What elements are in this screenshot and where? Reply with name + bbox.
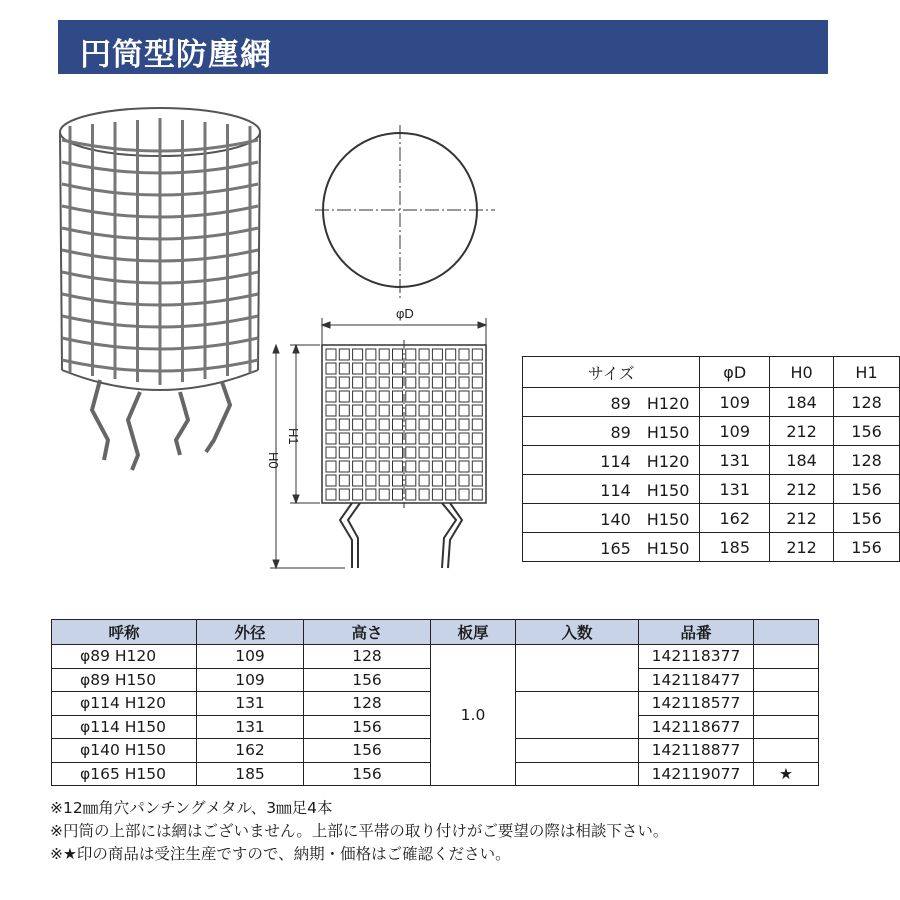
- mesh-hole: [326, 391, 336, 402]
- height-cell: 128: [304, 692, 431, 716]
- size-header-size: サイズ: [523, 357, 700, 388]
- note-item: ※円筒の上部には網はございません。上部に平帯の取り付けがご要望の際は相談下さい。: [50, 822, 669, 840]
- quantity-cell: [516, 645, 639, 692]
- mesh-hole: [472, 475, 482, 486]
- diameter-cell: 131: [700, 446, 770, 475]
- header-product-code: 品番: [639, 620, 754, 645]
- table-row: [523, 533, 900, 562]
- code-cell: 142118477: [639, 668, 754, 692]
- table-row: [523, 388, 900, 417]
- size-cell: 114 H120: [523, 446, 700, 475]
- mark-cell: [754, 668, 819, 692]
- mesh-hole: [472, 391, 482, 402]
- mesh-hole: [326, 349, 336, 360]
- mesh-hole: [366, 475, 376, 486]
- mesh-hole: [379, 433, 389, 444]
- mesh-hole: [432, 447, 442, 458]
- h1-cell: 156: [834, 533, 900, 562]
- mesh-hole: [459, 363, 469, 374]
- mesh-hole: [459, 349, 469, 360]
- height-cell: 128: [304, 645, 431, 669]
- quantity-cell: [516, 739, 639, 763]
- h0-cell: 212: [770, 475, 834, 504]
- mesh-hole: [326, 489, 336, 500]
- mesh-hole: [446, 377, 456, 388]
- mesh-hole: [339, 433, 349, 444]
- mesh-hole: [339, 405, 349, 416]
- mesh-hole: [472, 349, 482, 360]
- header-thickness: 板厚: [431, 620, 516, 645]
- mesh-hole: [419, 377, 429, 388]
- mesh-hole: [446, 475, 456, 486]
- mark-cell: [754, 692, 819, 716]
- header-quantity: 入数: [516, 620, 639, 645]
- mesh-hole: [432, 377, 442, 388]
- mesh-hole: [366, 391, 376, 402]
- page-title: 円筒型防塵網: [80, 37, 272, 73]
- mesh-hole: [379, 447, 389, 458]
- mesh-hole: [353, 363, 363, 374]
- phi-d-label: φD: [396, 306, 414, 321]
- mesh-hole: [472, 433, 482, 444]
- mesh-hole: [472, 461, 482, 472]
- height-cell: 156: [304, 739, 431, 763]
- mark-cell: [754, 739, 819, 763]
- mesh-hole: [339, 489, 349, 500]
- diameter-cell: 131: [700, 475, 770, 504]
- mesh-hole: [472, 419, 482, 430]
- mesh-hole: [326, 447, 336, 458]
- size-cell: 165 H150: [523, 533, 700, 562]
- mesh-hole: [419, 391, 429, 402]
- mark-cell: [754, 715, 819, 739]
- mesh-hole: [366, 461, 376, 472]
- table-row: [523, 504, 900, 533]
- size-header-h0: H0: [770, 357, 834, 388]
- mesh-hole: [406, 489, 416, 500]
- mesh-hole: [353, 405, 363, 416]
- mesh-hole: [432, 349, 442, 360]
- mesh-hole: [353, 433, 363, 444]
- h1-cell: 156: [834, 417, 900, 446]
- mesh-hole: [406, 377, 416, 388]
- mesh-hole: [393, 405, 403, 416]
- mesh-hole: [459, 461, 469, 472]
- mesh-hole: [326, 419, 336, 430]
- mesh-hole: [379, 349, 389, 360]
- side-view-diagram: [270, 318, 486, 568]
- mesh-hole: [446, 447, 456, 458]
- mesh-hole: [379, 377, 389, 388]
- mesh-hole: [393, 433, 403, 444]
- mesh-hole: [432, 433, 442, 444]
- mesh-hole: [432, 363, 442, 374]
- mesh-hole: [393, 363, 403, 374]
- mesh-hole: [393, 419, 403, 430]
- h0-cell: 184: [770, 446, 834, 475]
- name-cell: φ89 H150: [52, 668, 197, 692]
- code-cell: 142119077: [639, 762, 754, 786]
- mesh-hole: [379, 489, 389, 500]
- mesh-hole: [393, 349, 403, 360]
- note-item: ※12㎜角穴パンチングメタル、3㎜足4本: [50, 799, 333, 817]
- quantity-cell: [516, 762, 639, 786]
- name-cell: φ114 H120: [52, 692, 197, 716]
- name-cell: φ114 H150: [52, 715, 197, 739]
- note-item: ※★印の商品は受注生産ですので、納期・価格はご確認ください。: [50, 845, 511, 863]
- mesh-hole: [459, 377, 469, 388]
- mesh-hole: [406, 391, 416, 402]
- mesh-hole: [379, 363, 389, 374]
- code-cell: 142118877: [639, 739, 754, 763]
- size-cell: 114 H150: [523, 475, 700, 504]
- mesh-hole: [419, 461, 429, 472]
- mesh-cylinder-photo: [60, 108, 260, 470]
- diameter-cell: 109: [700, 388, 770, 417]
- mesh-hole: [393, 475, 403, 486]
- mesh-hole: [393, 461, 403, 472]
- mesh-hole: [406, 447, 416, 458]
- size-table: [522, 356, 900, 562]
- h0-cell: 184: [770, 388, 834, 417]
- outer-cell: 131: [197, 692, 304, 716]
- mesh-hole: [353, 391, 363, 402]
- mesh-hole: [366, 433, 376, 444]
- h0-cell: 212: [770, 417, 834, 446]
- mesh-hole: [379, 475, 389, 486]
- mesh-hole: [326, 433, 336, 444]
- mesh-hole: [353, 349, 363, 360]
- h1-cell: 156: [834, 504, 900, 533]
- mesh-hole: [419, 405, 429, 416]
- mesh-hole: [353, 377, 363, 388]
- name-cell: φ140 H150: [52, 739, 197, 763]
- mesh-hole: [432, 461, 442, 472]
- mesh-hole: [366, 405, 376, 416]
- h0-cell: 212: [770, 504, 834, 533]
- code-cell: 142118677: [639, 715, 754, 739]
- header-mark: [754, 620, 819, 645]
- outer-cell: 109: [197, 645, 304, 669]
- mesh-hole: [446, 489, 456, 500]
- mesh-hole: [406, 461, 416, 472]
- header-outer-diameter: 外径: [197, 620, 304, 645]
- mesh-hole: [446, 391, 456, 402]
- mesh-hole: [353, 489, 363, 500]
- header-height: 高さ: [304, 620, 431, 645]
- mesh-hole: [432, 391, 442, 402]
- mesh-hole: [326, 475, 336, 486]
- mesh-hole: [459, 419, 469, 430]
- mesh-hole: [406, 363, 416, 374]
- table-row: [523, 475, 900, 504]
- outer-cell: 162: [197, 739, 304, 763]
- mesh-hole: [432, 419, 442, 430]
- mesh-hole: [446, 433, 456, 444]
- diameter-cell: 109: [700, 417, 770, 446]
- mesh-hole: [432, 475, 442, 486]
- table-row: [523, 446, 900, 475]
- mesh-hole: [353, 419, 363, 430]
- thickness-cell: 1.0: [431, 645, 516, 786]
- mesh-hole: [339, 475, 349, 486]
- mesh-hole: [419, 447, 429, 458]
- mesh-hole: [472, 377, 482, 388]
- mesh-hole: [459, 447, 469, 458]
- height-cell: 156: [304, 715, 431, 739]
- outer-cell: 131: [197, 715, 304, 739]
- mesh-hole: [406, 419, 416, 430]
- mesh-hole: [446, 419, 456, 430]
- mesh-hole: [326, 377, 336, 388]
- quantity-cell: [516, 692, 639, 739]
- mesh-hole: [393, 447, 403, 458]
- header-name: 呼称: [52, 620, 197, 645]
- outer-cell: 109: [197, 668, 304, 692]
- size-header-diameter: φD: [700, 357, 770, 388]
- mesh-hole: [406, 405, 416, 416]
- mesh-hole: [366, 419, 376, 430]
- mesh-hole: [419, 475, 429, 486]
- notes: [50, 797, 668, 866]
- h1-cell: 128: [834, 446, 900, 475]
- mesh-hole: [446, 461, 456, 472]
- name-cell: φ165 H150: [52, 762, 197, 786]
- mesh-hole: [446, 405, 456, 416]
- mesh-hole: [379, 391, 389, 402]
- mesh-hole: [406, 475, 416, 486]
- size-cell: 140 H150: [523, 504, 700, 533]
- mesh-hole: [419, 489, 429, 500]
- h1-label: H1: [286, 428, 301, 445]
- mesh-hole: [326, 363, 336, 374]
- table-row: [52, 645, 819, 669]
- mesh-hole: [419, 433, 429, 444]
- outer-cell: 185: [197, 762, 304, 786]
- size-table-header: [523, 357, 900, 388]
- mesh-hole: [472, 447, 482, 458]
- mesh-hole: [419, 363, 429, 374]
- mesh-hole: [339, 447, 349, 458]
- mesh-hole: [366, 377, 376, 388]
- mesh-hole: [446, 349, 456, 360]
- code-cell: 142118577: [639, 692, 754, 716]
- mesh-hole: [472, 363, 482, 374]
- mesh-hole: [339, 377, 349, 388]
- mark-cell: [754, 645, 819, 669]
- mesh-hole: [393, 489, 403, 500]
- mesh-hole: [353, 447, 363, 458]
- h0-cell: 212: [770, 533, 834, 562]
- mesh-hole: [393, 377, 403, 388]
- mesh-hole: [432, 489, 442, 500]
- h1-cell: 156: [834, 475, 900, 504]
- product-table: [51, 619, 819, 786]
- size-cell: 89 H120: [523, 388, 700, 417]
- diameter-cell: 162: [700, 504, 770, 533]
- size-header-h1: H1: [834, 357, 900, 388]
- mesh-hole: [339, 461, 349, 472]
- mesh-hole: [419, 349, 429, 360]
- mesh-hole: [379, 405, 389, 416]
- h0-label: H0: [266, 452, 281, 469]
- diameter-cell: 185: [700, 533, 770, 562]
- mesh-hole: [366, 363, 376, 374]
- table-row: [523, 417, 900, 446]
- mesh-hole: [339, 419, 349, 430]
- code-cell: 142118377: [639, 645, 754, 669]
- h1-cell: 128: [834, 388, 900, 417]
- size-cell: 89 H150: [523, 417, 700, 446]
- height-cell: 156: [304, 762, 431, 786]
- product-table-header: [52, 620, 819, 645]
- mesh-hole: [406, 349, 416, 360]
- mesh-hole: [326, 461, 336, 472]
- mesh-hole: [459, 405, 469, 416]
- mesh-hole: [353, 475, 363, 486]
- mesh-hole: [459, 433, 469, 444]
- mesh-hole: [366, 447, 376, 458]
- mesh-hole: [419, 419, 429, 430]
- mesh-hole: [379, 461, 389, 472]
- name-cell: φ89 H120: [52, 645, 197, 669]
- mesh-hole: [379, 419, 389, 430]
- mesh-hole: [432, 405, 442, 416]
- mesh-hole: [459, 489, 469, 500]
- mesh-hole: [339, 349, 349, 360]
- top-view-diagram: [315, 125, 495, 298]
- mesh-hole: [366, 349, 376, 360]
- mark-cell: ★: [754, 762, 819, 786]
- mesh-hole: [459, 391, 469, 402]
- mesh-hole: [339, 363, 349, 374]
- mesh-hole: [459, 475, 469, 486]
- mesh-hole: [326, 405, 336, 416]
- mesh-hole: [446, 363, 456, 374]
- height-cell: 156: [304, 668, 431, 692]
- mesh-hole: [353, 461, 363, 472]
- mesh-hole: [406, 433, 416, 444]
- mesh-hole: [472, 405, 482, 416]
- mesh-hole: [472, 489, 482, 500]
- mesh-hole: [339, 391, 349, 402]
- mesh-hole: [393, 391, 403, 402]
- mesh-hole: [366, 489, 376, 500]
